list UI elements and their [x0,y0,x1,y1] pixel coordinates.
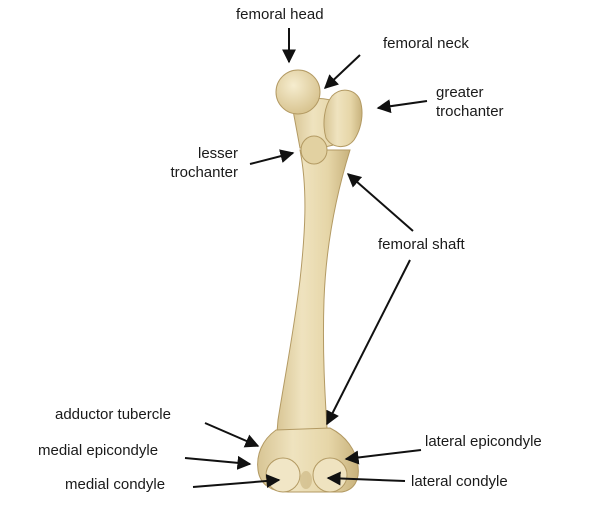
medial-condyle-shape [266,458,300,492]
intercondylar-notch [300,471,312,489]
arrow-lesser-trochanter [250,153,293,164]
label-lesser-trochanter-line2: trochanter [170,164,238,181]
lateral-condyle-shape [313,458,347,492]
greater-trochanter-shape [324,90,362,146]
label-lesser-trochanter [150,144,238,182]
label-greater-trochanter-line1: greater [436,84,484,101]
arrow-femoral-neck [325,55,360,88]
label-femoral-shaft: femoral shaft [378,236,465,253]
label-femoral-neck: femoral neck [383,35,469,52]
label-adductor-tubercle: adductor tubercle [55,406,171,423]
femur-bone [258,70,362,492]
label-medial-condyle: medial condyle [65,476,166,493]
arrow-medial-epicondyle [185,458,250,464]
label-greater-trochanter-line2: trochanter [436,103,504,120]
label-lesser-trochanter-line1: lesser [197,145,238,162]
label-medial-epicondyle: medial epicondyle [38,442,159,459]
label-lateral-epicondyle: lateral epicondyle [425,433,542,450]
arrow-femoral-shaft-upper [348,174,413,231]
arrow-femoral-shaft-lower [327,260,410,424]
label-femoral-head: femoral head [236,6,324,23]
lesser-trochanter-shape [301,136,327,164]
femoral-head-shape [276,70,320,114]
arrow-adductor-tubercle [205,423,258,446]
arrow-lateral-epicondyle [346,450,421,459]
label-lateral-condyle: lateral condyle [411,473,508,490]
arrow-greater-trochanter [378,101,427,108]
label-greater-trochanter [436,83,504,121]
